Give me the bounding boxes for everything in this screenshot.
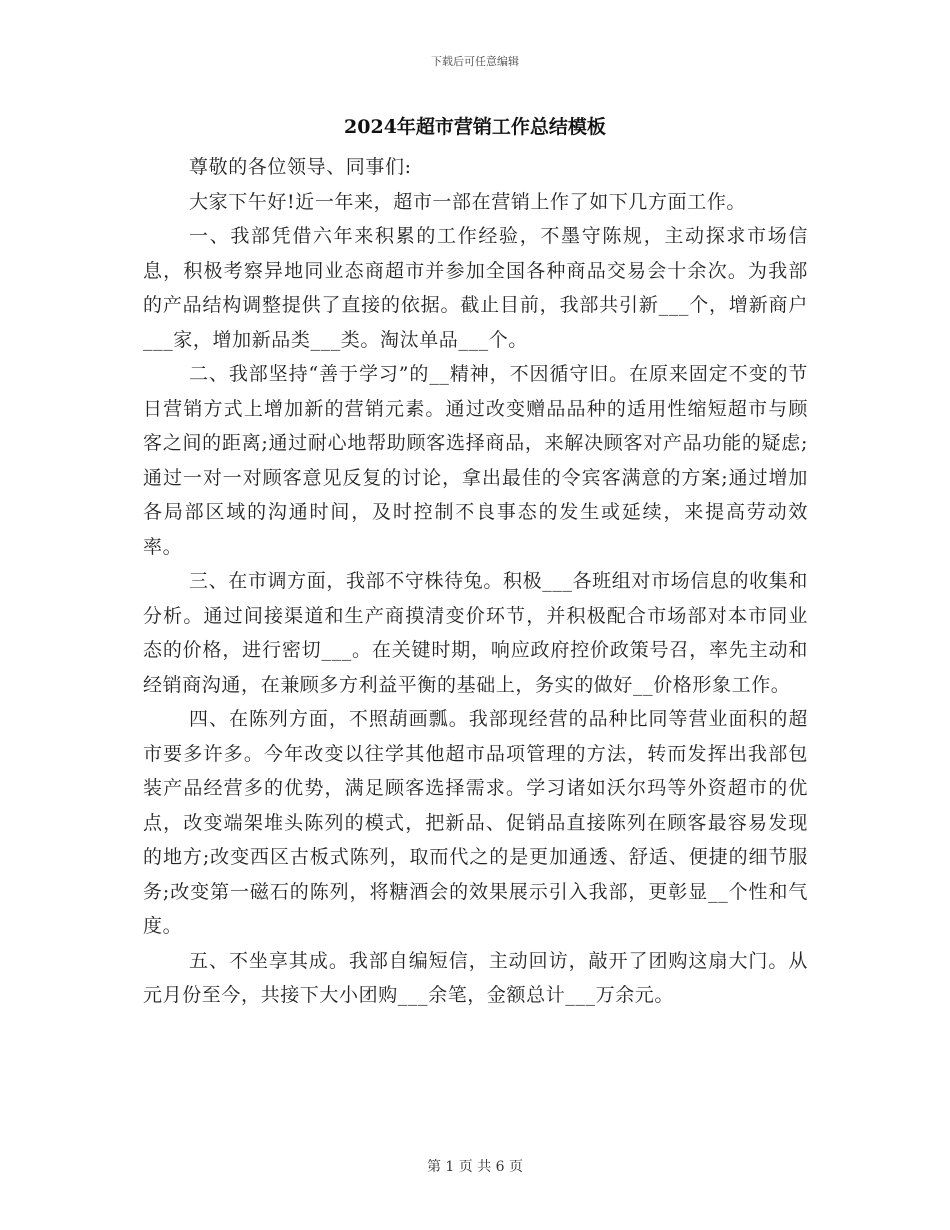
paragraph-salutation: 尊敬的各位领导、同事们: bbox=[189, 156, 412, 178]
paragraph-greeting: 大家下午好!近一年来，超市一部在营销上作了如下几方面工作。 bbox=[189, 190, 747, 213]
paragraph-section-1: 一、我部凭借六年来积累的工作经验，不墨守陈规，主动探求市场信息，积极考察异地同业态商超市并参加全国各种商品交易会十余次。为我部的产品结构调整提供了直接的依据。截止目前，我部共引新___个，增新商户___家，增加新品类___类。淘汰单品___个。 bbox=[143, 225, 808, 351]
document-title: 2024年超市营销工作总结模板 bbox=[344, 116, 606, 138]
page-number: 第 1 页 共 6 页 bbox=[426, 1159, 524, 1175]
page-header-note: 下载后可任意编辑 bbox=[431, 55, 519, 68]
paragraph-section-3: 三、在市调方面，我部不守株待兔。积极___各班组对市场信息的收集和分析。通过间接渠道和生产商摸清变价环节，并积极配合市场部对本市同业态的价格，进行密切___。在关键时期，响应政府控价政策号召，率先主动和经销商沟通，在兼顾多方利益平衡的基础上，务实的做好__价格形象工作。 bbox=[143, 570, 808, 696]
paragraph-section-2: 二、我部坚持“善于学习”的__精神，不因循守旧。在原来固定不变的节日营销方式上增加新的营销元素。通过改变赠品品种的适用性缩短超市与顾客之间的距离;通过耐心地帮助顾客选择商品，来解决顾客对产品功能的疑虑;通过一对一对顾客意见反复的讨论，拿出最佳的令宾客满意的方案;通过增加各局部区域的沟通时间，及时控制不良事态的发生或延续，来提高劳动效率。 bbox=[143, 363, 808, 558]
paragraph-section-5: 五、不坐享其成。我部自编短信，主动回访，敲开了团购这扇大门。从元月份至今，共接下大小团购___余笔，金额总计___万余元。 bbox=[143, 949, 808, 1006]
document-body bbox=[143, 150, 808, 1013]
paragraph-section-4: 四、在陈列方面，不照葫画瓢。我部现经营的品种比同等营业面积的超市要多许多。今年改变以往学其他超市品项管理的方法，转而发挥出我部包装产品经营多的优势，满足顾客选择需求。学习诸如沃尔玛等外资超市的优点，改变端架堆头陈列的模式，把新品、促销品直接陈列在顾客最容易发现的地方;改变西区古板式陈列，取而代之的是更加通透、舒适、便捷的细节服务;改变第一磁石的陈列，将糖酒会的效果展示引入我部，更彰显__个性和气度。 bbox=[143, 708, 808, 937]
